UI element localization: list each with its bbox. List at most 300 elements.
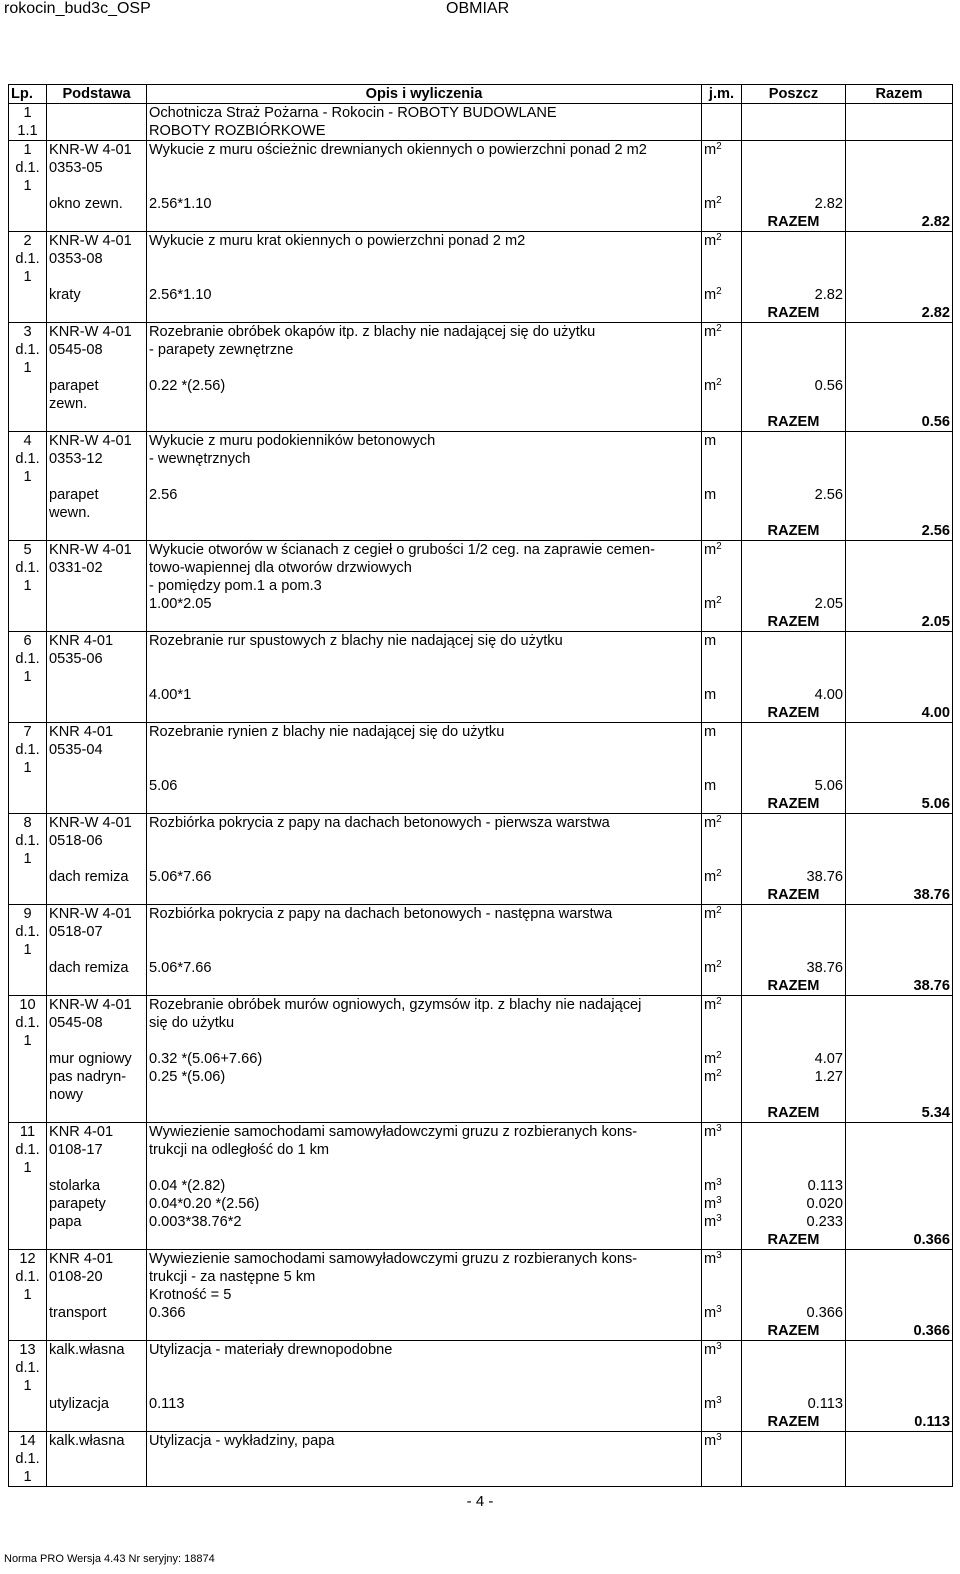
cell-poszcz: 38.76 bbox=[742, 868, 846, 886]
cell-razem bbox=[846, 377, 953, 395]
cell-opis bbox=[147, 759, 702, 777]
cell-poszcz: 0.56 bbox=[742, 377, 846, 395]
cell-razem: 5.06 bbox=[846, 795, 953, 814]
unit-text: m bbox=[704, 815, 717, 831]
cell-lp bbox=[9, 959, 47, 977]
cell-jm bbox=[702, 886, 742, 905]
cell-razem bbox=[846, 104, 953, 123]
cell-razem bbox=[846, 450, 953, 468]
table-row bbox=[9, 1468, 953, 1487]
table-row bbox=[9, 359, 953, 377]
cell-podstawa: dach remiza bbox=[47, 959, 147, 977]
unit-exponent: 2 bbox=[716, 1050, 722, 1061]
cell-podstawa: KNR-W 4-01 bbox=[47, 232, 147, 251]
cell-lp: 1 bbox=[9, 141, 47, 160]
cell-opis: 5.06 bbox=[147, 777, 702, 795]
cell-jm bbox=[702, 323, 742, 342]
cell-podstawa bbox=[47, 850, 147, 868]
cell-opis: 0.366 bbox=[147, 1304, 702, 1322]
cell-opis bbox=[147, 1377, 702, 1395]
cell-poszcz: 2.82 bbox=[742, 286, 846, 304]
unit-text: m bbox=[704, 724, 717, 740]
cell-lp: 1 bbox=[9, 941, 47, 959]
cell-opis: 0.22 *(2.56) bbox=[147, 377, 702, 395]
cell-opis bbox=[147, 1086, 702, 1104]
cell-opis: 0.04*0.20 *(2.56) bbox=[147, 1195, 702, 1213]
table-row bbox=[9, 977, 953, 996]
cell-jm bbox=[702, 1032, 742, 1050]
cell-poszcz bbox=[742, 1341, 846, 1360]
table-row bbox=[9, 468, 953, 486]
cell-jm bbox=[702, 759, 742, 777]
cell-poszcz bbox=[742, 104, 846, 123]
cell-razem bbox=[846, 159, 953, 177]
cell-jm bbox=[702, 1250, 742, 1269]
cell-lp bbox=[9, 1050, 47, 1068]
cell-podstawa: 0518-06 bbox=[47, 832, 147, 850]
cell-razem bbox=[846, 359, 953, 377]
cell-lp: d.1. bbox=[9, 741, 47, 759]
cell-lp: d.1. bbox=[9, 559, 47, 577]
column-header-opis: Opis i wyliczenia bbox=[147, 85, 702, 104]
cell-poszcz bbox=[742, 395, 846, 413]
cell-lp: d.1. bbox=[9, 1359, 47, 1377]
cell-razem bbox=[846, 1395, 953, 1413]
cell-poszcz bbox=[742, 1432, 846, 1451]
unit-text: m bbox=[704, 633, 717, 649]
table-row bbox=[9, 541, 953, 560]
unit-text: m bbox=[704, 378, 717, 394]
cell-jm bbox=[702, 1159, 742, 1177]
cell-jm bbox=[702, 250, 742, 268]
cell-lp bbox=[9, 377, 47, 395]
cell-razem bbox=[846, 1159, 953, 1177]
cell-razem bbox=[846, 1141, 953, 1159]
table-row bbox=[9, 632, 953, 651]
cell-jm bbox=[702, 868, 742, 886]
cell-poszcz bbox=[742, 1141, 846, 1159]
unit-text: m bbox=[704, 324, 717, 340]
cell-jm bbox=[702, 850, 742, 868]
razem-label: RAZEM bbox=[742, 1413, 846, 1432]
cell-poszcz bbox=[742, 559, 846, 577]
unit-exponent: 2 bbox=[716, 959, 722, 970]
cell-jm bbox=[702, 923, 742, 941]
cell-opis bbox=[147, 1322, 702, 1341]
cell-razem: 0.366 bbox=[846, 1322, 953, 1341]
cell-poszcz: 5.06 bbox=[742, 777, 846, 795]
cell-opis bbox=[147, 250, 702, 268]
cell-jm bbox=[702, 559, 742, 577]
cell-opis bbox=[147, 977, 702, 996]
cell-jm bbox=[702, 122, 742, 141]
cell-lp: 1 bbox=[9, 468, 47, 486]
unit-text: m bbox=[704, 1251, 717, 1267]
cell-poszcz bbox=[742, 450, 846, 468]
cell-razem bbox=[846, 1450, 953, 1468]
cell-jm bbox=[702, 468, 742, 486]
cell-jm bbox=[702, 1322, 742, 1341]
cell-razem bbox=[846, 923, 953, 941]
cell-razem bbox=[846, 323, 953, 342]
cell-lp: 1 bbox=[9, 268, 47, 286]
cell-jm bbox=[702, 996, 742, 1015]
table-row bbox=[9, 941, 953, 959]
cell-podstawa: wewn. bbox=[47, 504, 147, 522]
cell-razem bbox=[846, 832, 953, 850]
unit-exponent: 2 bbox=[716, 905, 722, 916]
cell-lp: 1 bbox=[9, 577, 47, 595]
table-row bbox=[9, 1032, 953, 1050]
column-header-podstawa: Podstawa bbox=[47, 85, 147, 104]
cell-opis: 2.56 bbox=[147, 486, 702, 504]
cell-razem bbox=[846, 723, 953, 742]
cell-podstawa: utylizacja bbox=[47, 1395, 147, 1413]
cell-opis: Wywiezienie samochodami samowyładowczymi gruzu z rozbieranych kons- bbox=[147, 1250, 702, 1269]
cell-podstawa: kalk.własna bbox=[47, 1432, 147, 1451]
cell-opis bbox=[147, 1032, 702, 1050]
cell-jm bbox=[702, 832, 742, 850]
cell-jm bbox=[702, 522, 742, 541]
cell-podstawa bbox=[47, 1450, 147, 1468]
cell-jm bbox=[702, 704, 742, 723]
table-row bbox=[9, 413, 953, 432]
table-row bbox=[9, 286, 953, 304]
cell-podstawa bbox=[47, 1377, 147, 1395]
cell-razem bbox=[846, 1432, 953, 1451]
cell-jm bbox=[702, 595, 742, 613]
unit-exponent: 3 bbox=[716, 1213, 722, 1224]
cell-podstawa bbox=[47, 268, 147, 286]
cell-razem bbox=[846, 286, 953, 304]
cell-lp: 5 bbox=[9, 541, 47, 560]
table-row bbox=[9, 232, 953, 251]
table-header-row bbox=[9, 85, 953, 104]
unit-exponent: 3 bbox=[716, 1304, 722, 1315]
table-row bbox=[9, 1195, 953, 1213]
table-row bbox=[9, 759, 953, 777]
cell-poszcz bbox=[742, 1377, 846, 1395]
cell-lp: 9 bbox=[9, 905, 47, 924]
razem-label: RAZEM bbox=[742, 886, 846, 905]
cell-poszcz bbox=[742, 759, 846, 777]
table-row bbox=[9, 1159, 953, 1177]
cell-podstawa bbox=[47, 686, 147, 704]
cell-poszcz bbox=[742, 432, 846, 451]
cell-razem bbox=[846, 1032, 953, 1050]
table-row bbox=[9, 522, 953, 541]
cell-razem bbox=[846, 686, 953, 704]
cell-razem bbox=[846, 1304, 953, 1322]
cell-lp bbox=[9, 413, 47, 432]
cell-jm bbox=[702, 777, 742, 795]
table-row bbox=[9, 559, 953, 577]
unit-exponent: 3 bbox=[716, 1432, 722, 1443]
cell-lp: d.1. bbox=[9, 1450, 47, 1468]
cell-poszcz bbox=[742, 1286, 846, 1304]
cell-lp bbox=[9, 504, 47, 522]
cell-podstawa: pas nadryn- bbox=[47, 1068, 147, 1086]
razem-label: RAZEM bbox=[742, 977, 846, 996]
cell-podstawa: KNR-W 4-01 bbox=[47, 541, 147, 560]
cell-razem bbox=[846, 941, 953, 959]
cell-lp bbox=[9, 213, 47, 232]
cell-opis bbox=[147, 613, 702, 632]
cell-jm bbox=[702, 632, 742, 651]
cell-poszcz: 0.366 bbox=[742, 1304, 846, 1322]
cell-razem bbox=[846, 741, 953, 759]
unit-text: m bbox=[704, 433, 717, 449]
cell-lp: 1 bbox=[9, 1377, 47, 1395]
cell-poszcz bbox=[742, 141, 846, 160]
cell-jm bbox=[702, 668, 742, 686]
cell-poszcz bbox=[742, 941, 846, 959]
cell-poszcz bbox=[742, 741, 846, 759]
cell-jm bbox=[702, 286, 742, 304]
cell-razem: 0.366 bbox=[846, 1231, 953, 1250]
cell-razem bbox=[846, 250, 953, 268]
table-row bbox=[9, 268, 953, 286]
table-row bbox=[9, 213, 953, 232]
table-row bbox=[9, 341, 953, 359]
table-row bbox=[9, 1341, 953, 1360]
table-row bbox=[9, 1068, 953, 1086]
unit-text: m bbox=[704, 287, 717, 303]
cell-opis bbox=[147, 832, 702, 850]
razem-label: RAZEM bbox=[742, 1322, 846, 1341]
cell-podstawa: 0353-05 bbox=[47, 159, 147, 177]
cell-podstawa bbox=[47, 1231, 147, 1250]
cell-razem bbox=[846, 1195, 953, 1213]
cell-podstawa: KNR-W 4-01 bbox=[47, 905, 147, 924]
cell-opis: Krotność = 5 bbox=[147, 1286, 702, 1304]
cell-poszcz: 2.82 bbox=[742, 195, 846, 213]
cell-jm bbox=[702, 395, 742, 413]
cell-opis: Rozebranie rur spustowych z blachy nie nadającej się do użytku bbox=[147, 632, 702, 651]
table-row bbox=[9, 686, 953, 704]
cell-opis: Rozbiórka pokrycia z papy na dachach betonowych - następna warstwa bbox=[147, 905, 702, 924]
cell-razem bbox=[846, 432, 953, 451]
cell-razem bbox=[846, 1014, 953, 1032]
cell-poszcz bbox=[742, 232, 846, 251]
cell-podstawa: KNR-W 4-01 bbox=[47, 996, 147, 1015]
cell-opis bbox=[147, 923, 702, 941]
column-header-poszcz: Poszcz bbox=[742, 85, 846, 104]
table-body bbox=[9, 104, 953, 1487]
cell-razem bbox=[846, 122, 953, 141]
cell-podstawa: 0353-12 bbox=[47, 450, 147, 468]
cell-podstawa bbox=[47, 1468, 147, 1487]
cell-podstawa bbox=[47, 704, 147, 723]
cell-jm bbox=[702, 977, 742, 996]
cell-jm bbox=[702, 213, 742, 232]
cell-poszcz bbox=[742, 1123, 846, 1142]
cell-jm bbox=[702, 195, 742, 213]
cell-opis bbox=[147, 177, 702, 195]
cell-podstawa: zewn. bbox=[47, 395, 147, 413]
cell-opis bbox=[147, 359, 702, 377]
razem-label: RAZEM bbox=[742, 213, 846, 232]
unit-exponent: 2 bbox=[716, 868, 722, 879]
cell-lp bbox=[9, 1086, 47, 1104]
cell-poszcz bbox=[742, 1014, 846, 1032]
razem-label: RAZEM bbox=[742, 413, 846, 432]
cell-jm bbox=[702, 1086, 742, 1104]
cell-razem bbox=[846, 959, 953, 977]
cell-podstawa: KNR-W 4-01 bbox=[47, 141, 147, 160]
cell-razem bbox=[846, 650, 953, 668]
table-row bbox=[9, 1322, 953, 1341]
cell-podstawa: parapet bbox=[47, 486, 147, 504]
cell-podstawa bbox=[47, 977, 147, 996]
cell-poszcz bbox=[742, 504, 846, 522]
unit-text: m bbox=[704, 1069, 717, 1085]
cell-lp: d.1. bbox=[9, 1268, 47, 1286]
cell-jm bbox=[702, 1213, 742, 1231]
cell-podstawa bbox=[47, 886, 147, 905]
cell-podstawa: parapet bbox=[47, 377, 147, 395]
cell-opis: - pomiędzy pom.1 a pom.3 bbox=[147, 577, 702, 595]
cell-razem: 4.00 bbox=[846, 704, 953, 723]
cell-opis: - wewnętrznych bbox=[147, 450, 702, 468]
cell-poszcz bbox=[742, 1468, 846, 1487]
cell-podstawa: mur ogniowy bbox=[47, 1050, 147, 1068]
cell-poszcz bbox=[742, 577, 846, 595]
table-row bbox=[9, 486, 953, 504]
cell-podstawa: parapety bbox=[47, 1195, 147, 1213]
cell-opis bbox=[147, 213, 702, 232]
cell-jm bbox=[702, 577, 742, 595]
cell-jm bbox=[702, 650, 742, 668]
cell-podstawa: 0535-04 bbox=[47, 741, 147, 759]
cell-opis: Ochotnicza Straż Pożarna - Rokocin - ROBOTY BUDOWLANE bbox=[147, 104, 702, 123]
cell-opis: 0.32 *(5.06+7.66) bbox=[147, 1050, 702, 1068]
cell-opis: 2.56*1.10 bbox=[147, 286, 702, 304]
cell-lp bbox=[9, 1322, 47, 1341]
cell-opis bbox=[147, 304, 702, 323]
cell-razem bbox=[846, 1341, 953, 1360]
cell-razem bbox=[846, 541, 953, 560]
cell-lp: 4 bbox=[9, 432, 47, 451]
cell-lp: 1 bbox=[9, 177, 47, 195]
cell-jm bbox=[702, 486, 742, 504]
cell-jm bbox=[702, 1104, 742, 1123]
cell-razem bbox=[846, 341, 953, 359]
cell-opis bbox=[147, 395, 702, 413]
unit-text: m bbox=[704, 1342, 717, 1358]
document-section-title: OBMIAR bbox=[446, 0, 510, 17]
cell-poszcz: 4.00 bbox=[742, 686, 846, 704]
cell-poszcz bbox=[742, 668, 846, 686]
cell-podstawa bbox=[47, 759, 147, 777]
cell-podstawa bbox=[47, 104, 147, 123]
cell-razem: 2.05 bbox=[846, 613, 953, 632]
cell-jm bbox=[702, 1450, 742, 1468]
cell-razem bbox=[846, 486, 953, 504]
cell-podstawa: 0545-08 bbox=[47, 1014, 147, 1032]
unit-exponent: 2 bbox=[716, 232, 722, 243]
cell-podstawa bbox=[47, 1286, 147, 1304]
cell-jm bbox=[702, 1304, 742, 1322]
cell-podstawa: 0518-07 bbox=[47, 923, 147, 941]
cell-lp: 14 bbox=[9, 1432, 47, 1451]
cell-podstawa bbox=[47, 122, 147, 141]
cell-poszcz bbox=[742, 1359, 846, 1377]
cell-lp: d.1. bbox=[9, 341, 47, 359]
cell-jm bbox=[702, 450, 742, 468]
cell-opis bbox=[147, 1231, 702, 1250]
cell-lp bbox=[9, 795, 47, 814]
cell-opis: 0.25 *(5.06) bbox=[147, 1068, 702, 1086]
cell-podstawa bbox=[47, 413, 147, 432]
cell-razem bbox=[846, 996, 953, 1015]
table-row bbox=[9, 195, 953, 213]
cell-opis: 0.04 *(2.82) bbox=[147, 1177, 702, 1195]
unit-text: m bbox=[704, 1305, 717, 1321]
cell-opis bbox=[147, 850, 702, 868]
cell-podstawa bbox=[47, 1159, 147, 1177]
table-row bbox=[9, 1014, 953, 1032]
unit-text: m bbox=[704, 997, 717, 1013]
cell-opis bbox=[147, 1450, 702, 1468]
cell-poszcz bbox=[742, 268, 846, 286]
table-row bbox=[9, 323, 953, 342]
cell-jm bbox=[702, 1395, 742, 1413]
cell-opis bbox=[147, 468, 702, 486]
cell-opis: Rozebranie obróbek okapów itp. z blachy nie nadającej się do użytku bbox=[147, 323, 702, 342]
cell-podstawa bbox=[47, 468, 147, 486]
cell-poszcz: 38.76 bbox=[742, 959, 846, 977]
cell-lp: d.1. bbox=[9, 832, 47, 850]
cell-lp bbox=[9, 522, 47, 541]
cell-lp: 1 bbox=[9, 850, 47, 868]
cell-podstawa: KNR 4-01 bbox=[47, 632, 147, 651]
cell-opis: Wykucie z muru krat okiennych o powierzchni ponad 2 m2 bbox=[147, 232, 702, 251]
cell-lp bbox=[9, 395, 47, 413]
unit-exponent: 3 bbox=[716, 1395, 722, 1406]
cell-lp: 1 bbox=[9, 1032, 47, 1050]
table-row bbox=[9, 104, 953, 123]
unit-exponent: 2 bbox=[716, 541, 722, 552]
cell-lp: 13 bbox=[9, 1341, 47, 1360]
cell-podstawa bbox=[47, 1359, 147, 1377]
unit-text: m bbox=[704, 1396, 717, 1412]
unit-exponent: 3 bbox=[716, 1123, 722, 1134]
unit-exponent: 3 bbox=[716, 1177, 722, 1188]
cell-opis bbox=[147, 159, 702, 177]
cell-razem bbox=[846, 759, 953, 777]
cell-podstawa: KNR-W 4-01 bbox=[47, 323, 147, 342]
cell-razem bbox=[846, 868, 953, 886]
table-row bbox=[9, 704, 953, 723]
cell-podstawa bbox=[47, 941, 147, 959]
cell-razem: 2.56 bbox=[846, 522, 953, 541]
table-row bbox=[9, 595, 953, 613]
cell-lp: d.1. bbox=[9, 250, 47, 268]
cell-opis: 5.06*7.66 bbox=[147, 868, 702, 886]
unit-exponent: 2 bbox=[716, 195, 722, 206]
cell-podstawa bbox=[47, 577, 147, 595]
unit-text: m bbox=[704, 542, 717, 558]
cell-razem bbox=[846, 141, 953, 160]
cell-podstawa: 0353-08 bbox=[47, 250, 147, 268]
cell-podstawa bbox=[47, 1413, 147, 1432]
cell-poszcz bbox=[742, 996, 846, 1015]
cell-jm bbox=[702, 341, 742, 359]
cell-razem bbox=[846, 468, 953, 486]
table-row bbox=[9, 613, 953, 632]
cell-opis: ROBOTY ROZBIÓRKOWE bbox=[147, 122, 702, 141]
